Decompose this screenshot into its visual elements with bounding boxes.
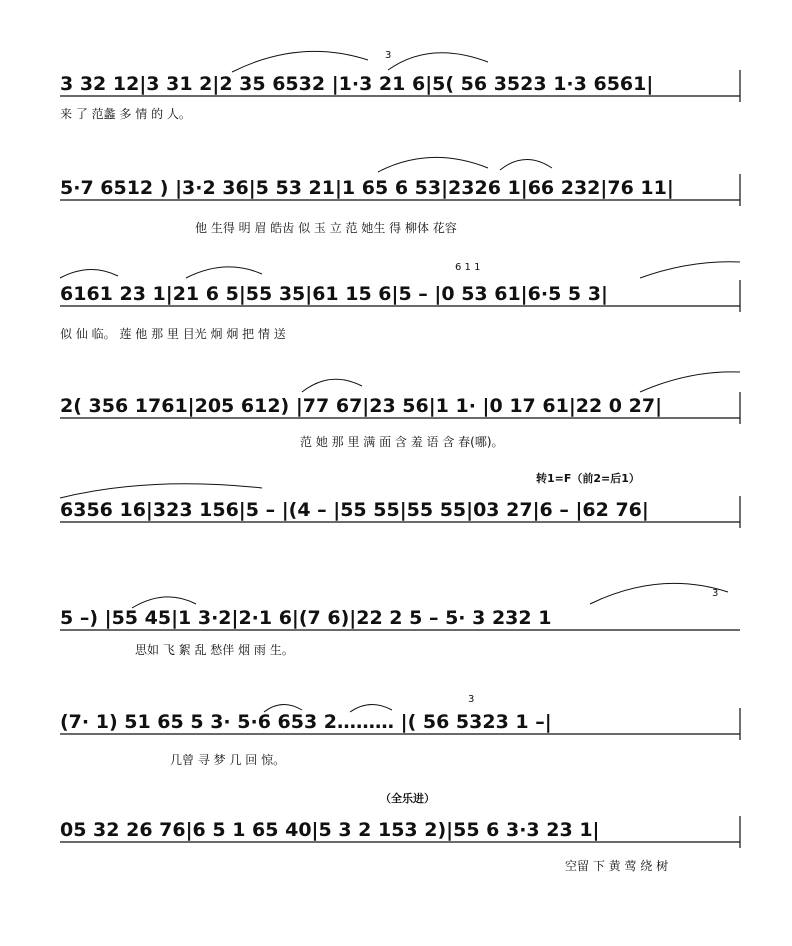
lyrics-line: 来 了 范蠡 多 情 的 人。 (60, 107, 191, 121)
score-row-4 (60, 372, 740, 449)
score-row-7 (60, 694, 740, 767)
score-row-3 (60, 262, 740, 341)
full-ensemble-annotation: （全乐进） (380, 792, 435, 805)
lyrics-line: 空留 下 黄 莺 绕 树 (565, 859, 669, 873)
notation-line: 3 32 12|3 31 2|2 35 6532 |1·3 21 6|5( 56 3523 1·3 6561| (60, 73, 654, 95)
notation-line: 5·7 6512 ) |3·2 36|5 53 21|1 65 6 53|2326 1|66 232|76 11| (60, 177, 674, 199)
lyrics-line: 似 仙 临。 莲 他 那 里 目光 炯 炯 把 情 送 (60, 327, 286, 341)
lyrics-line: 范 她 那 里 满 面 含 羞 语 含 春(哪)。 (300, 435, 504, 449)
lyrics-line: 他 生得 明 眉 皓齿 似 玉 立 范 她生 得 柳体 花容 (195, 221, 457, 235)
grace-note: 3 (468, 694, 475, 705)
grace-note: 6 1 1 (455, 262, 481, 273)
notation-line: 2( 356 1761|205 612) |77 67|23 56|1 1· |0 17 61|22 0 27| (60, 395, 663, 417)
score-row-5 (60, 471, 740, 522)
key-change-annotation: 转1=F（前2=后1） (536, 472, 640, 485)
score-row-6 (60, 583, 740, 657)
grace-note: 3 (385, 50, 392, 61)
lyrics-line: 思如 飞 絮 乱 愁伴 烟 雨 生。 (135, 643, 294, 657)
notation-line: 05 32 26 76|6 5 1 65 40|5 3 2 153 2)|55 6 3·3 23 1| (60, 819, 600, 841)
grace-note: 3 (712, 588, 719, 599)
lyrics-line: 几曾 寻 梦 几 回 惊。 (170, 753, 286, 767)
notation-line: 5 –) |55 45|1 3·2|2·1 6|(7 6)|22 2 5 – 5· 3 232 1 (60, 607, 552, 629)
notation-line: 6161 23 1|21 6 5|55 35|61 15 6|5 – |0 53 61|6·5 5 3| (60, 283, 608, 305)
score-row-1 (60, 50, 740, 121)
notation-line: (7· 1) 51 65 5 3· 5·6 653 2……… |( 56 5323 1 –| (60, 711, 552, 733)
score-row-2 (60, 157, 740, 235)
notation-line: 6356 16|323 156|5 – |(4 – |55 55|55 55|03 27|6 – |62 76| (60, 499, 649, 521)
score-row-8 (60, 791, 740, 873)
